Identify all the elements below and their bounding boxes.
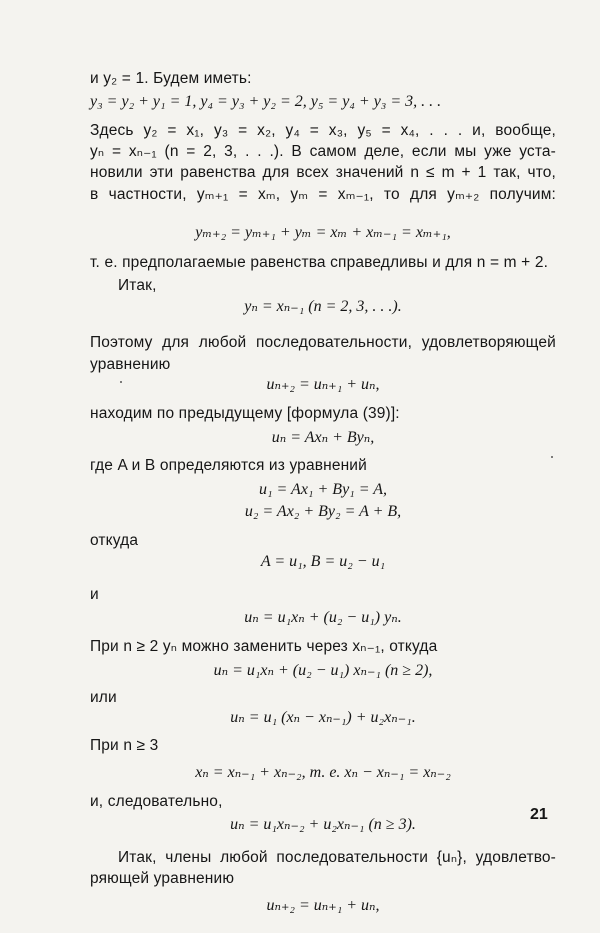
equation-line: uₙ₊₂ = uₙ₊₁ + uₙ,: [266, 376, 380, 393]
text-line: где A и B определяются из уравнений: [90, 457, 367, 474]
equation-line: uₙ = Axₙ + Byₙ,: [271, 429, 375, 446]
text-line: Здесь y₂ = x₁, y₃ = x₂, y₄ = x₃, y₅ = x₄, . . . и, вообще,: [90, 122, 556, 139]
text-line: и, следовательно,: [90, 793, 223, 810]
equation-line: xₙ = xₙ₋₁ + xₙ₋₂, т. е. xₙ − xₙ₋₁ = xₙ₋₂: [195, 764, 451, 781]
text-line: находим по предыдущему [формула (39)]:: [90, 405, 400, 422]
equation-line: uₙ = u₁xₙ + (u₂ − u₁) yₙ.: [244, 609, 402, 626]
equation-line: u₁ = Ax₁ + By₁ = A,: [258, 481, 388, 498]
equation-line: yₙ = xₙ₋₁ (n = 2, 3, . . .).: [244, 298, 402, 315]
text-line: Итак, члены любой последовательности {uₙ}, удовлетво-: [118, 849, 556, 866]
text-line: новили эти равенства для всех значений n ≤ m + 1 так, что,: [90, 164, 556, 181]
text-line: Итак,: [118, 277, 157, 294]
equation-line: uₙ₊₂ = uₙ₊₁ + uₙ,: [266, 897, 380, 914]
equation-line: y₃ = y₂ + y₁ = 1, y₄ = y₃ + y₂ = 2, y₅ = y₄ + y₃ = 3, . . .: [90, 93, 442, 110]
print-speck: [120, 381, 122, 383]
equation-line: A = u₁, B = u₂ − u₁: [260, 553, 386, 570]
text-line: При n ≥ 3: [90, 737, 159, 754]
equation-line: u₂ = Ax₂ + By₂ = A + B,: [244, 503, 402, 520]
text-line: ряющей уравнению: [90, 870, 235, 887]
equation-line: uₙ = u₁xₙ₋₂ + u₂xₙ₋₁ (n ≥ 3).: [230, 816, 416, 833]
text-line: откуда: [90, 532, 139, 549]
equation-line: uₙ = u₁xₙ + (u₂ − u₁) xₙ₋₁ (n ≥ 2),: [213, 662, 433, 679]
equation-line: uₙ = u₁ (xₙ − xₙ₋₁) + u₂xₙ₋₁.: [230, 709, 416, 726]
text-line: и y₂ = 1. Будем иметь:: [90, 70, 252, 87]
text-line: т. е. предполагаемые равенства справедливы и для n = m + 2.: [90, 254, 549, 271]
text-line: и: [90, 586, 99, 603]
equation-line: yₘ₊₂ = yₘ₊₁ + yₘ = xₘ + xₘ₋₁ = xₘ₊₁,: [195, 224, 451, 241]
text-line: или: [90, 689, 117, 706]
text-line: в частности, yₘ₊₁ = xₘ, yₘ = xₘ₋₁, то для yₘ₊₂ получим:: [90, 186, 556, 203]
text-line: yₙ = xₙ₋₁ (n = 2, 3, . . .). В самом деле, если мы уже уста-: [90, 143, 556, 160]
page-number: 21: [530, 806, 548, 823]
text-line: Поэтому для любой последовательности, удовлетворяющей: [90, 334, 556, 351]
text-line: уравнению: [90, 356, 171, 373]
print-speck: [551, 456, 553, 458]
text-line: При n ≥ 2 yₙ можно заменить через xₙ₋₁, откуда: [90, 638, 438, 655]
